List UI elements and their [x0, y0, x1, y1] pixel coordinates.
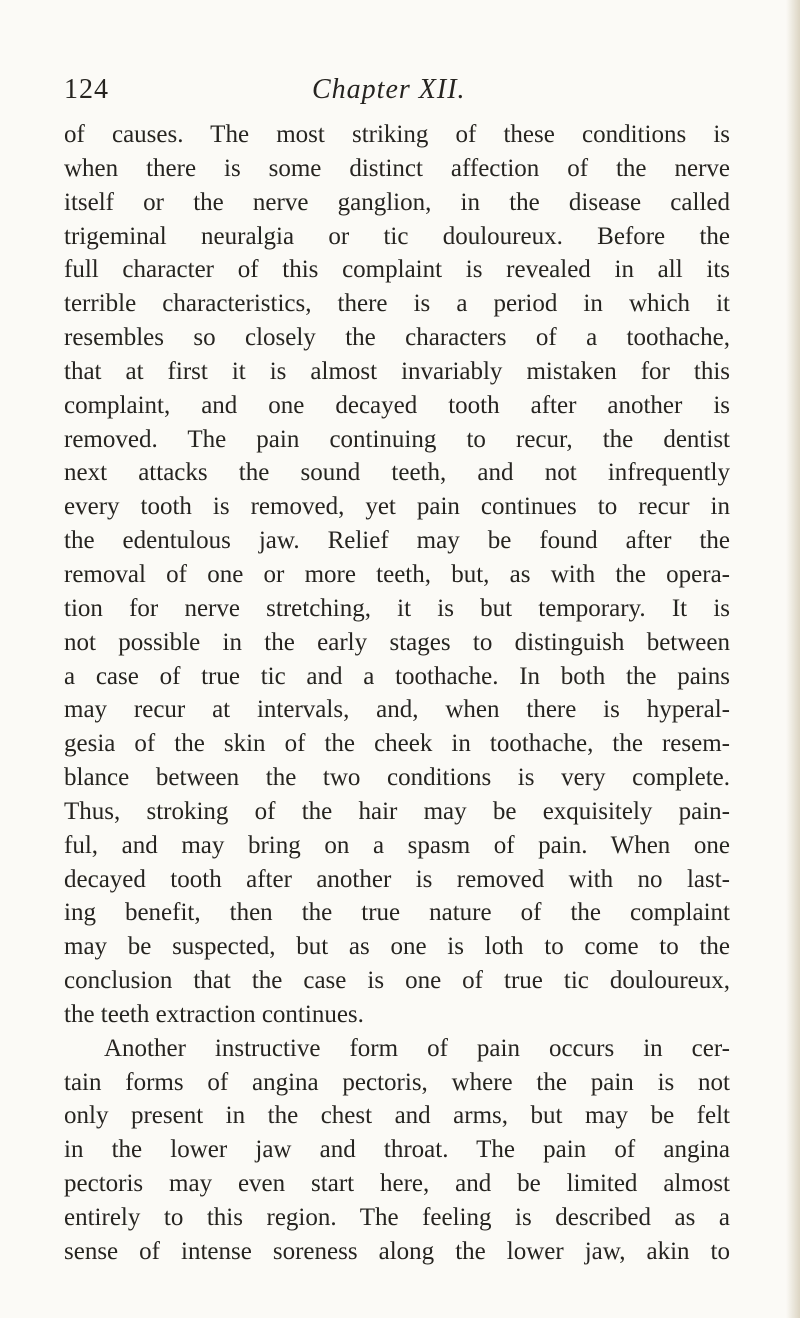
page-edge-shadow [786, 0, 800, 1318]
text-line: every tooth is removed, yet pain continues to recur in [64, 493, 730, 521]
text-line: tain forms of angina pectoris, where the pain is not [64, 1068, 730, 1096]
body-text [64, 118, 730, 1269]
text-line: next attacks the sound teeth, and not infrequently [64, 459, 730, 487]
text-line: conclusion that the case is one of true tic douloureux, [64, 967, 730, 995]
text-line: removed. The pain continuing to recur, the dentist [64, 425, 730, 453]
text-line: may recur at intervals, and, when there is hyperal- [64, 696, 730, 724]
text-line: only present in the chest and arms, but may be felt [64, 1102, 730, 1130]
text-line: decayed tooth after another is removed with no last- [64, 865, 730, 893]
text-line: resembles so closely the characters of a toothache, [64, 324, 730, 352]
text-line: full character of this complaint is revealed in all its [64, 256, 730, 284]
chapter-title: Chapter XII. [312, 74, 466, 105]
page-number: 124 [64, 74, 109, 105]
text-line: not possible in the early stages to distinguish between [64, 628, 730, 656]
text-line: terrible characteristics, there is a period in which it [64, 290, 730, 318]
text-line: pectoris may even start here, and be limited almost [64, 1170, 730, 1198]
text-line: blance between the two conditions is very complete. [64, 764, 730, 792]
text-line: tion for nerve stretching, it is but temporary. It is [64, 594, 730, 622]
text-line: entirely to this region. The feeling is described as a [64, 1204, 730, 1231]
text-line: of causes. The most striking of these conditions is [64, 121, 730, 148]
text-line: removal of one or more teeth, but, as with the opera- [64, 560, 730, 588]
text-line: Thus, stroking of the hair may be exquisitely pain- [64, 797, 730, 825]
text-line: ing benefit, then the true nature of the complaint [64, 899, 730, 927]
text-line: itself or the nerve ganglion, in the disease called [64, 188, 730, 216]
text-line: may be suspected, but as one is loth to come to the [64, 933, 730, 961]
text-line: complaint, and one decayed tooth after another is [64, 391, 730, 419]
text-line: a case of true tic and a toothache. In both the pains [64, 662, 730, 690]
text-line: when there is some distinct affection of the nerve [64, 154, 730, 182]
text-line: Another instructive form of pain occurs in cer- [104, 1034, 730, 1062]
text-line: trigeminal neuralgia or tic douloureux. Before the [64, 222, 730, 250]
text-line: that at first it is almost invariably mistaken for this [64, 357, 730, 385]
running-header [0, 74, 800, 110]
text-line: sense of intense soreness along the lower jaw, akin to [64, 1237, 730, 1265]
text-line: the edentulous jaw. Relief may be found after the [64, 527, 730, 555]
text-line: the teeth extraction continues. [64, 1000, 364, 1028]
text-line: in the lower jaw and throat. The pain of angina [64, 1136, 730, 1164]
text-line: ful, and may bring on a spasm of pain. When one [64, 831, 730, 859]
text-line: gesia of the skin of the cheek in toothache, the resem- [64, 730, 730, 758]
